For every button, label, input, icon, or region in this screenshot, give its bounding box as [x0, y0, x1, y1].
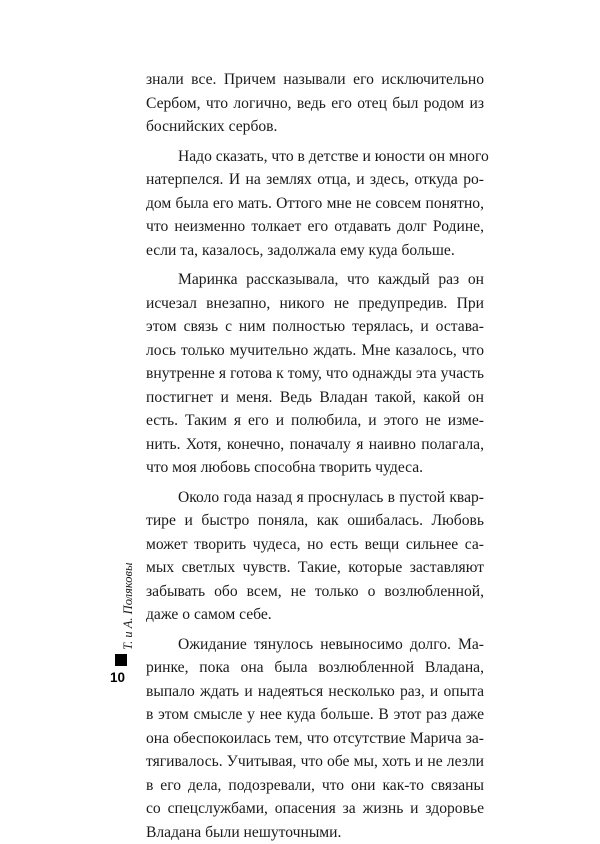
text-line: Владана были нешуточными. [146, 821, 484, 844]
text-line: в этом смысле у нее куда больше. В этот раз даже [146, 703, 484, 727]
text-line: выпало ждать и надеяться несколько раз, и опыта [146, 680, 484, 704]
text-line: этом связь с ним полностью терялась, и остава- [146, 315, 484, 339]
text-line: нить. Хотя, конечно, поначалу я наивно полагала, [146, 433, 484, 457]
page-marker-square [115, 654, 127, 666]
text-line: если та, казалось, задолжала ему куда больше. [146, 239, 484, 263]
text-line: есть. Таким я его и полюбила, и этого не изме- [146, 409, 484, 433]
paragraph [146, 268, 484, 480]
text-line: забывать обо всем, не только о возлюбленной, [146, 580, 484, 604]
text-line: дом была его мать. Оттого мне не совсем понятно, [146, 192, 484, 216]
text-line: исчезал внезапно, никого не предупредив. При [146, 292, 484, 316]
text-line: со спецслужбами, опасения за жизнь и здоровье [146, 797, 484, 821]
text-line: лось только мучительно ждать. Мне казалось, что [146, 339, 484, 363]
text-line: мых светлых чувств. Такие, которые заставляют [146, 556, 484, 580]
text-line: постигнет и меня. Ведь Владан такой, какой он [146, 386, 484, 410]
text-line: даже о самом себе. [146, 603, 484, 627]
paragraph [146, 68, 484, 139]
paragraph [146, 633, 484, 844]
text-line: тире и быстро поняла, как ошибалась. Любовь [146, 509, 484, 533]
text-line: она обеспокоилась тем, что отсутствие Марича за- [146, 727, 484, 751]
text-line: Ожидание тянулось невыносимо долго. Ма- [146, 633, 484, 657]
text-line: тягивалось. Учитывая, что обе мы, хоть и не лезли [146, 750, 484, 774]
running-head-authors: Т. и А. Поляковы [121, 563, 136, 650]
text-line: знали все. Причем называли его исключительно [146, 68, 484, 92]
text-line: Сербом, что логично, ведь его отец был родом из [146, 92, 484, 116]
text-line: что неизменно толкает его отдавать долг Родине, [146, 215, 484, 239]
page-number: 10 [110, 670, 125, 685]
body-text [146, 68, 484, 844]
text-line: натерпелся. И на землях отца, и здесь, откуда ро- [146, 168, 484, 192]
text-line: в его дела, подозревали, что они как-то связаны [146, 774, 484, 798]
text-line: что моя любовь способна творить чудеса. [146, 456, 484, 480]
text-line: может творить чудеса, но есть вещи сильнее са- [146, 533, 484, 557]
text-line: Около года назад я проснулась в пустой квар- [146, 486, 484, 510]
paragraph [146, 486, 484, 627]
text-line: Маринка рассказывала, что каждый раз он [146, 268, 484, 292]
text-line: боснийских сербов. [146, 115, 484, 139]
text-line: внутренне я готова к тому, что однажды эта участь [146, 362, 484, 386]
paragraph [146, 145, 484, 263]
text-line: Надо сказать, что в детстве и юности он много [146, 145, 484, 169]
text-line: ринке, пока она была возлюбленной Владана, [146, 656, 484, 680]
